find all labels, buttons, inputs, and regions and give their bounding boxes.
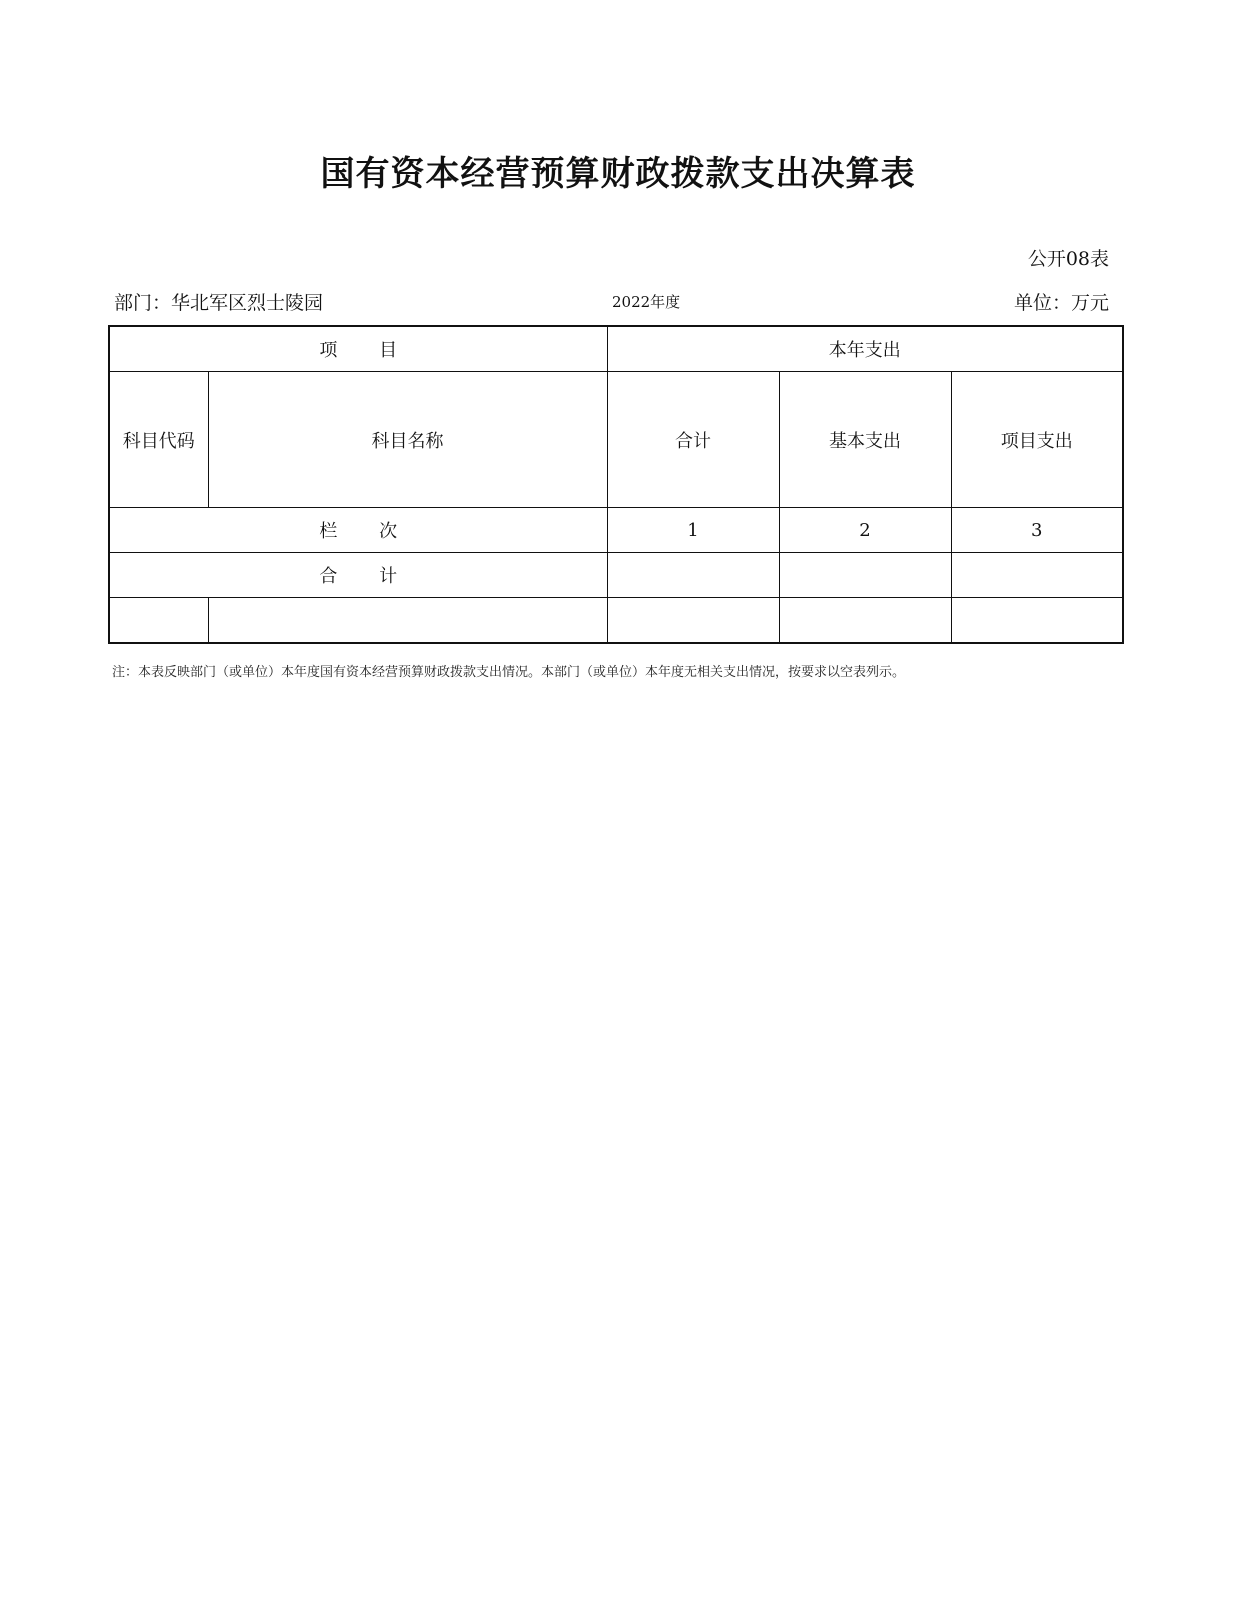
unit-label: 单位：万元 <box>1013 292 1109 314</box>
empty-cell <box>208 598 607 644</box>
index-2: 2 <box>779 508 951 553</box>
header-item: 项 目 <box>109 326 607 372</box>
sum-basic-cell <box>779 553 951 598</box>
page-title: 国有资本经营预算财政拨款支出决算表 <box>320 154 916 194</box>
sum-project-cell <box>951 553 1123 598</box>
col-total: 合计 <box>607 372 779 508</box>
table-row <box>109 598 1123 644</box>
table-header-row <box>109 326 1123 372</box>
col-subject-code: 科目代码 <box>109 372 208 508</box>
col-basic-expenditure: 基本支出 <box>779 372 951 508</box>
form-number: 公开08表 <box>1027 248 1109 270</box>
empty-cell <box>607 598 779 644</box>
department-label: 部门：华北军区烈士陵园 <box>114 292 324 314</box>
table-subheader-row <box>109 372 1123 508</box>
table-total-row <box>109 553 1123 598</box>
fiscal-year: 2022年度 <box>612 293 681 311</box>
col-subject-name: 科目名称 <box>208 372 607 508</box>
col-project-expenditure: 项目支出 <box>951 372 1123 508</box>
index-3: 3 <box>951 508 1123 553</box>
expenditure-table <box>108 325 1124 644</box>
header-current-year: 本年支出 <box>607 326 1123 372</box>
sum-label: 合 计 <box>109 553 607 598</box>
table-note: 注：本表反映部门（或单位）本年度国有资本经营预算财政拨款支出情况。本部门（或单位）本年度无相关支出情况，按要求以空表列示。 <box>112 665 906 680</box>
table-index-row <box>109 508 1123 553</box>
empty-cell <box>951 598 1123 644</box>
index-label: 栏 次 <box>109 508 607 553</box>
sum-total-cell <box>607 553 779 598</box>
empty-cell <box>779 598 951 644</box>
empty-cell <box>109 598 208 644</box>
index-1: 1 <box>607 508 779 553</box>
